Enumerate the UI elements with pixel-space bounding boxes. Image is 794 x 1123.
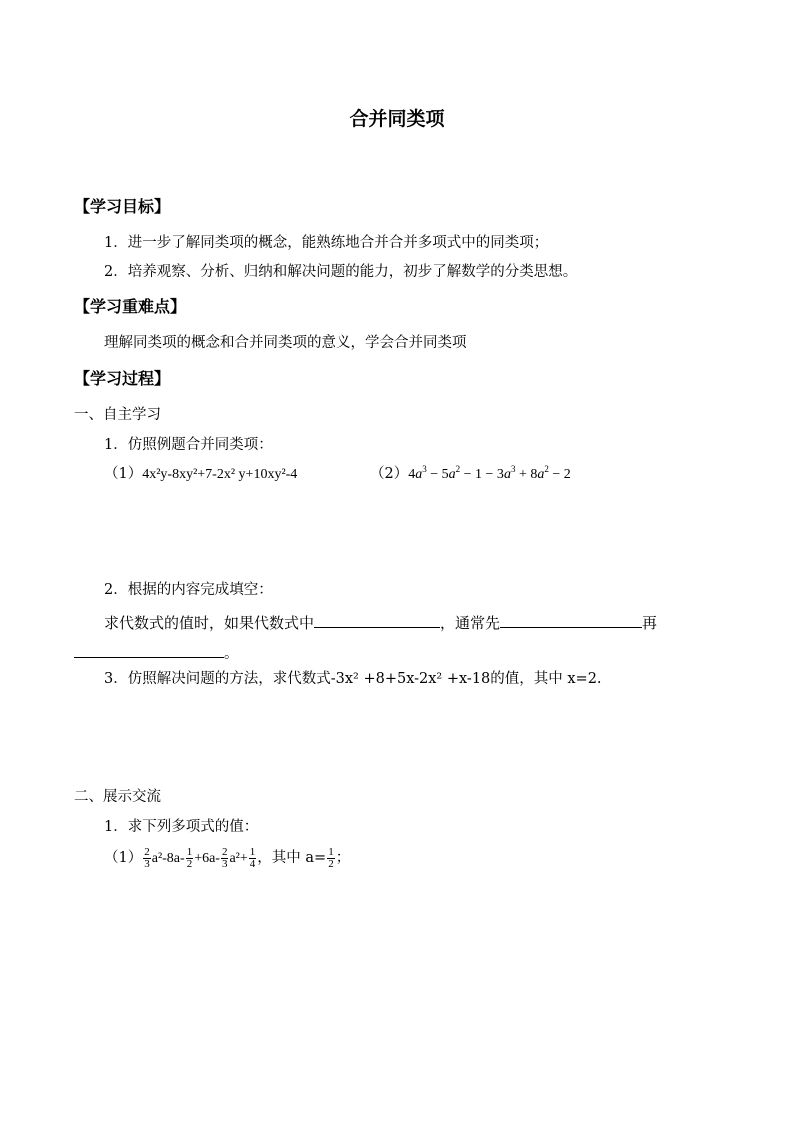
goal-item-1: 1．进一步了解同类项的概念，能熟练地合并合并多项式中的同类项； [104,235,549,251]
part2-q1-a-expr [142,846,257,871]
expr-t5: ； [335,850,351,866]
b-exp3: 3 [510,464,516,474]
part1-q1-b [370,464,571,485]
part1-q1-a-expr: 4x²y-8xy²+7-2x² y+10xy²-4 [142,467,298,482]
part2-q1-a [104,842,350,875]
part1-q1-label: 1．仿照例题合并同类项： [104,437,273,453]
part1-q1-a-label: （1） [104,466,143,482]
frac3-num: 2 [221,846,228,859]
q2-blank-3[interactable] [74,641,224,658]
part1-heading: 一、自主学习 [74,407,161,423]
b-exp4: 2 [544,464,549,474]
fraction-one-quarter [249,847,257,870]
b-t2: − 5 [426,467,449,482]
b-exp2: 2 [455,464,461,474]
section-heading-key-points: 【学习重难点】 [74,297,187,316]
b-t1: 4 [408,467,416,482]
b-t3: − 1 − 3 [460,467,504,482]
part1-q2-label: 2．根据的内容完成填空： [104,582,273,598]
b-exp1: 3 [422,464,427,474]
expr-t4: ，其中 a= [257,850,327,866]
expr-t3: a²+ [229,851,248,866]
q2-blank-2[interactable] [500,611,642,628]
part1-q1-b-label: （2） [370,466,409,482]
page-title: 合并同类项 [349,108,445,130]
frac2-den: 2 [186,858,193,871]
b-var2: a [448,467,456,482]
q2-text-a: 求代数式的值时，如果代数式中 [104,614,315,632]
frac5-den: 2 [328,858,334,871]
frac3-den: 3 [221,858,228,871]
b-t5: − 2 [548,467,571,482]
expr-t1: a²-8a- [151,851,185,866]
q2-text-end: 。 [224,646,239,662]
part2-q1-a-label: （1） [104,850,143,866]
part1-q3-label: 3．仿照解决问题的方法，求代数式-3x² +8+5x-2x² +x-18的值，其中 x=2. [104,671,602,687]
frac1-num: 2 [144,846,150,859]
part1-q2-line [104,611,657,633]
frac2-num: 1 [186,846,193,859]
q2-text-b: ，通常先 [440,614,501,632]
b-var3: a [503,467,511,482]
section-heading-goals: 【学习目标】 [74,197,171,216]
frac4-den: 4 [249,858,256,871]
frac4-num: 1 [249,846,256,859]
part1-q2-line2 [74,641,239,664]
key-points-text: 理解同类项的概念和合并同类项的意义，学会合并同类项 [104,335,467,351]
frac1-den: 3 [144,858,150,871]
goal-item-2: 2．培养观察、分析、归纳和解决问题的能力，初步了解数学的分类思想。 [104,264,578,280]
part2-heading: 二、展示交流 [74,789,161,805]
q2-text-c: 再 [642,614,658,632]
part1-q1-a [104,464,297,485]
part2-q1-label: 1．求下列多项式的值： [104,819,259,835]
expr-t2: +6a- [194,851,220,866]
fraction-two-thirds-2 [221,847,229,870]
fraction-two-thirds-1 [143,847,151,870]
part1-q1-b-expr [408,464,571,482]
fraction-one-half-2 [327,847,335,870]
section-heading-process: 【学习过程】 [74,369,171,388]
q2-blank-1[interactable] [314,611,440,628]
b-t4: + 8 [515,467,538,482]
b-var1: a [415,467,423,482]
fraction-one-half-1 [186,847,194,870]
frac5-num: 1 [328,846,334,859]
b-var4: a [537,467,545,482]
